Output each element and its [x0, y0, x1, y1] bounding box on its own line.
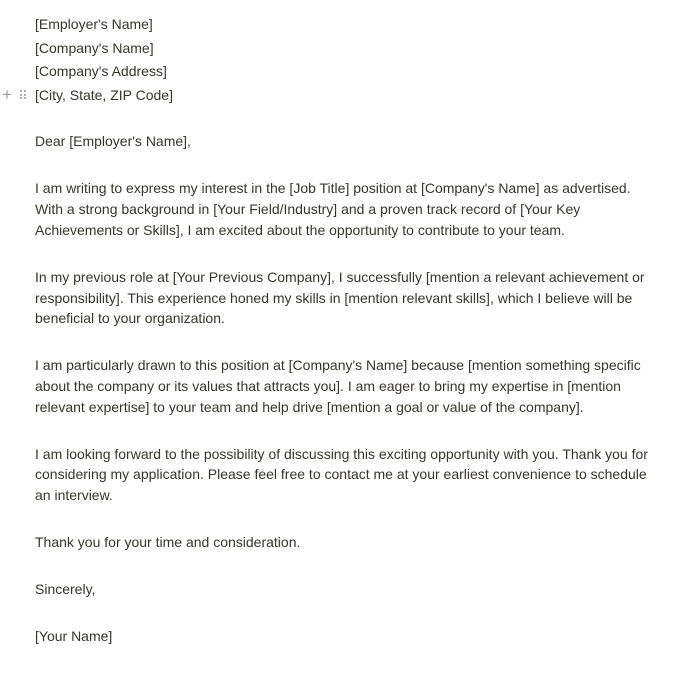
empty-block[interactable]	[35, 603, 648, 624]
text-block-text: [City, State, ZIP Code]	[35, 86, 173, 103]
text-block-company-name[interactable]: [Company's Name]	[35, 39, 154, 56]
drag-handle-icon[interactable]	[19, 88, 27, 101]
empty-block[interactable]	[35, 108, 648, 129]
text-block-signoff[interactable]: Sincerely,	[35, 581, 96, 598]
text-block-paragraph-2[interactable]: In my previous role at [Your Previous Company], I successfully [mention a relevant achievement or responsibility]. This experience honed my skills in [mention relevant skills], which I believe will be beneficial to your organization.	[35, 268, 645, 327]
empty-block[interactable]	[35, 420, 648, 441]
empty-block[interactable]	[35, 509, 648, 530]
text-block-city-state-zip[interactable]	[2, 85, 648, 106]
letter-content	[2, 14, 648, 647]
empty-block[interactable]	[35, 243, 648, 264]
text-block-signature[interactable]: [Your Name]	[35, 628, 113, 644]
empty-block[interactable]	[35, 332, 648, 353]
add-block-button[interactable]	[0, 85, 14, 105]
text-block-closing[interactable]: Thank you for your time and consideration.	[35, 534, 301, 551]
empty-block[interactable]	[35, 556, 648, 577]
text-block-paragraph-4[interactable]: I am looking forward to the possibility of discussing this exciting opportunity with you. Thank you for considering my application. Please feel free to contact me at your earliest convenience to schedule an interview.	[35, 445, 648, 504]
text-block-salutation[interactable]: Dear [Employer's Name],	[35, 133, 191, 150]
text-block-paragraph-1[interactable]: I am writing to express my interest in the [Job Title] position at [Company's Name] as advertised. With a strong background in [Your Field/Industry] and a proven track record of [Your Key Achievements or Skills], I am excited about the opportunity to contribute to your team.	[35, 180, 631, 238]
text-block-paragraph-3[interactable]: I am particularly drawn to this position at [Company's Name] because [mention something specific about the company or its values that attracts you]. I am eager to bring my expertise in [mention relevant expertise] to your team and help drive [mention a goal or value of the company].	[35, 357, 641, 415]
empty-block[interactable]	[35, 155, 648, 176]
text-block-employer-name[interactable]: [Employer's Name]	[35, 16, 153, 32]
block-hover-controls	[0, 85, 27, 106]
plus-icon: +	[2, 85, 12, 105]
text-block-company-address[interactable]: [Company's Address]	[35, 63, 167, 79]
